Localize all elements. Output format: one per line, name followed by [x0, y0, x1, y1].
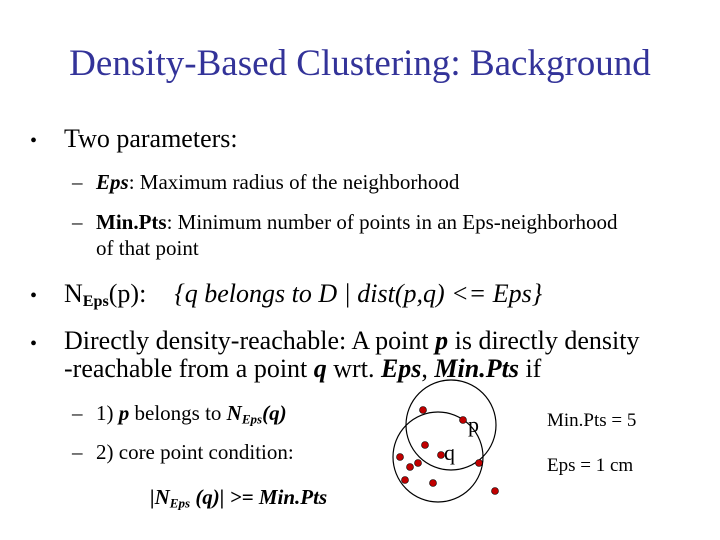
param-eps: Eps = 1 cm	[547, 455, 634, 476]
data-point	[492, 488, 499, 495]
param-minpts: Min.Pts = 5	[547, 410, 637, 431]
minpts-term: Min.Pts	[434, 354, 519, 383]
text-fragment: is directly density	[448, 326, 640, 355]
point-p: p	[118, 401, 130, 425]
eps-term: Eps	[380, 354, 422, 383]
text-fragment: if	[518, 354, 542, 383]
data-point	[476, 460, 483, 467]
colon: :	[139, 279, 147, 308]
text-fragment: belongs to	[129, 401, 227, 425]
data-point	[422, 442, 429, 449]
label-p: p	[468, 412, 479, 437]
condition-2: 2) core point condition:	[96, 440, 294, 464]
eps-neighborhood-diagram	[380, 380, 520, 510]
point-p: p	[435, 326, 449, 355]
point-p-dot	[460, 417, 467, 424]
label-q: q	[444, 440, 455, 465]
page-title: Density-Based Clustering: Background	[69, 43, 651, 84]
text-fragment: -reachable from a point	[64, 354, 314, 383]
n-argument: (p)	[108, 279, 140, 308]
eps-subscript: Eps	[82, 293, 109, 311]
dash-icon: –	[72, 401, 83, 425]
minpts-definition-cont: of that point	[96, 236, 199, 260]
directly-reachable-term: Directly density-reachable	[64, 326, 340, 355]
eps-subscript: Eps	[241, 411, 263, 427]
data-point	[430, 480, 437, 487]
n-argument: (q)	[262, 401, 287, 425]
text-fragment: |N	[150, 485, 170, 509]
text-fragment: >= Min.Pts	[229, 485, 328, 509]
eps-term: Eps	[96, 170, 129, 194]
core-point-formula	[150, 485, 327, 511]
dash-icon: –	[72, 210, 83, 234]
text-fragment: wrt.	[326, 354, 381, 383]
point-q: q	[313, 354, 327, 383]
bullet-two-parameters: Two parameters:	[64, 124, 238, 153]
eps-definition: : Maximum radius of the neighborhood	[128, 170, 460, 194]
minpts-term: Min.Pts	[96, 210, 167, 234]
bullet-icon: •	[30, 333, 38, 355]
sub-bullet-eps	[96, 170, 459, 195]
minpts-definition: : Minimum number of points in an Eps-neighborhood	[166, 210, 618, 234]
dash-icon: –	[72, 440, 83, 464]
neighborhood-set: {q belongs to D | dist(p,q) <= Eps}	[174, 279, 543, 308]
data-point	[420, 407, 427, 414]
sub-bullet-minpts	[96, 210, 617, 235]
condition-1	[96, 401, 287, 427]
bullet-icon: •	[30, 285, 38, 307]
n-symbol: N	[64, 279, 83, 308]
neighborhood-definition	[64, 279, 542, 311]
text-fragment: (q)|	[190, 485, 230, 509]
eps-subscript: Eps	[169, 495, 191, 511]
bullet-icon: •	[30, 130, 38, 152]
data-point	[415, 460, 422, 467]
text-fragment: : A point	[339, 326, 436, 355]
n-symbol: N	[226, 401, 242, 425]
data-point	[402, 477, 409, 484]
text-fragment: ,	[421, 354, 435, 383]
dash-icon: –	[72, 170, 83, 194]
data-point	[407, 464, 414, 471]
data-point	[397, 454, 404, 461]
directly-reachable-line1	[64, 326, 639, 356]
text-fragment: 1)	[96, 401, 119, 425]
